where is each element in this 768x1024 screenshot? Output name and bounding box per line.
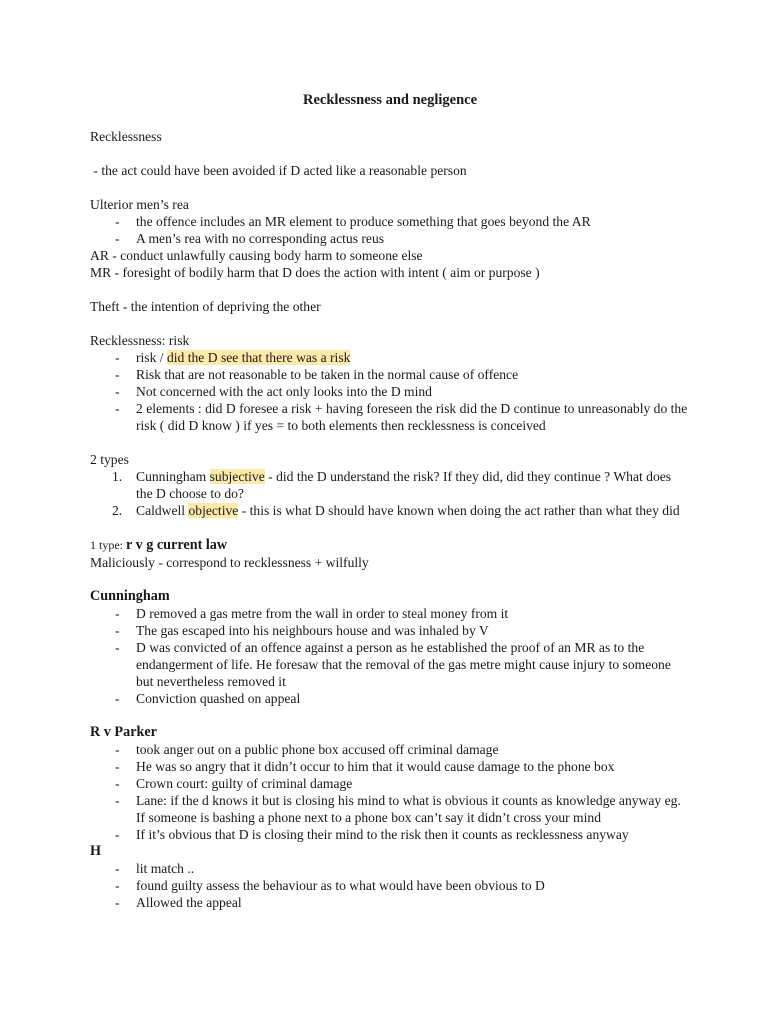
ulterior-list: [90, 213, 690, 247]
risk-prefix: risk /: [136, 350, 167, 365]
parker-list: [90, 741, 690, 843]
list-item: - If it’s obvious that D is closing their mind to the risk then it counts as recklessness anyway: [90, 826, 690, 843]
list-item: - Lane: if the d knows it but is closing his mind to what is obvious it counts as knowledge anyway eg. If someone is bashing a phone next to a phone box can’t say it didn’t cross your mind: [90, 792, 690, 826]
risk-heading: Recklessness: risk: [90, 333, 190, 348]
type-highlight: objective: [188, 503, 239, 518]
list-item: - Risk that are not reasonable to be taken in the normal cause of offence: [90, 366, 690, 383]
types-heading: 2 types: [90, 452, 129, 467]
list-number: 2.: [112, 503, 123, 518]
h-heading: H: [90, 843, 102, 859]
cunningham-heading: Cunningham: [90, 588, 170, 604]
cunningham-list: [90, 605, 690, 707]
risk-list: [90, 349, 690, 434]
list-item: - lit match ..: [90, 860, 690, 877]
risk-highlight: did the D see that there was a risk: [166, 350, 351, 365]
document-page: [90, 92, 690, 911]
h-list: [90, 860, 690, 911]
list-item: - The gas escaped into his neighbours house and was inhaled by V: [90, 622, 690, 639]
type-name: Caldwell: [136, 503, 189, 518]
ulterior-heading: Ulterior men’s rea: [90, 197, 189, 212]
list-item: [90, 349, 690, 366]
list-item: - 2 elements : did D foresee a risk + having foreseen the risk did the D continue to unreasonably do the risk ( did D know ) if yes = to both elements then recklessness is conceived: [90, 400, 690, 434]
ar-line: AR - conduct unlawfully causing body harm to someone else: [90, 248, 423, 263]
list-item: [90, 502, 690, 519]
recklessness-definition: - the act could have been avoided if D acted like a reasonable person: [90, 163, 467, 178]
list-item: - Conviction quashed on appeal: [90, 690, 690, 707]
list-item: - D was convicted of an offence against a person as he established the proof of an MR as to the endangerment of life. He foresaw that the removal of the gas metre might cause injury to someone but nevertheless removed it: [90, 639, 690, 690]
recklessness-heading: Recklessness: [90, 129, 162, 144]
one-type-prefix: 1 type:: [90, 538, 126, 552]
list-number: 1.: [112, 469, 123, 484]
type-highlight: subjective: [209, 469, 265, 484]
list-item: - D removed a gas metre from the wall in order to steal money from it: [90, 605, 690, 622]
document-title: Recklessness and negligence: [303, 92, 477, 108]
one-type-line: [90, 536, 690, 554]
list-item: [90, 468, 690, 502]
parker-heading: R v Parker: [90, 724, 157, 740]
list-item: - Crown court: guilty of criminal damage: [90, 775, 690, 792]
theft-line: Theft - the intention of depriving the other: [90, 299, 321, 314]
list-item: - A men’s rea with no corresponding actus reus: [90, 230, 690, 247]
type-description: - did the D understand the risk? If they did, did they continue ? What does the D choose to do?: [136, 469, 672, 501]
list-item: - found guilty assess the behaviour as to what would have been obvious to D: [90, 877, 690, 894]
maliciously-line: Maliciously - correspond to recklessness + wilfully: [90, 555, 369, 570]
types-list: [90, 468, 690, 519]
type-name: Cunningham: [136, 469, 210, 484]
one-type-bold: r v g current law: [126, 537, 228, 553]
list-item: - the offence includes an MR element to produce something that goes beyond the AR: [90, 213, 690, 230]
type-description: - this is what D should have known when doing the act rather than what they did: [238, 503, 680, 518]
list-item: - He was so angry that it didn’t occur to him that it would cause damage to the phone box: [90, 758, 690, 775]
list-item: - Allowed the appeal: [90, 894, 690, 911]
mr-line: MR - foresight of bodily harm that D does the action with intent ( aim or purpose ): [90, 265, 540, 280]
list-item: - Not concerned with the act only looks into the D mind: [90, 383, 690, 400]
list-item: - took anger out on a public phone box accused off criminal damage: [90, 741, 690, 758]
